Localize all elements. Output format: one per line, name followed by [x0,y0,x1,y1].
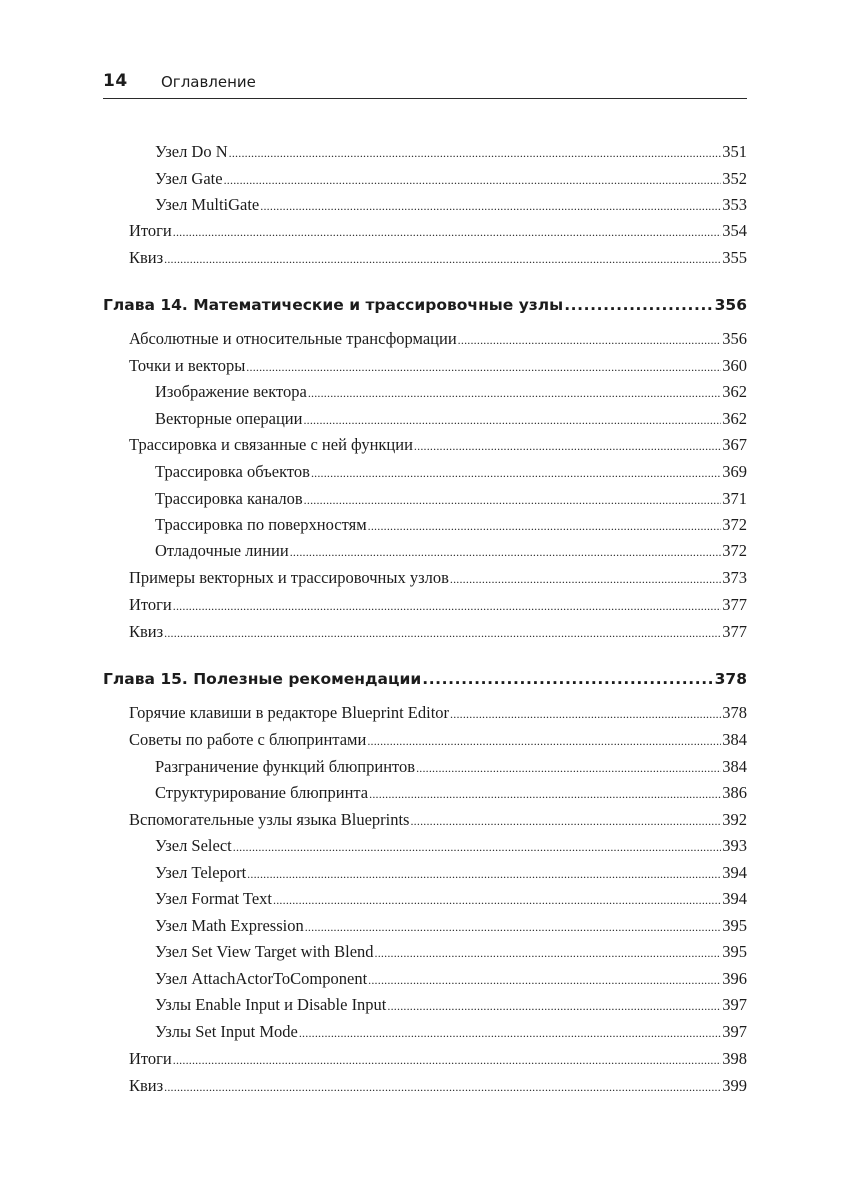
toc-entry [103,195,747,217]
toc-page-number: 398 [722,1049,747,1068]
dot-leader [273,893,721,908]
toc-title: Абсолютные и относительные трансформации [129,329,457,348]
dot-leader [304,493,722,508]
toc-entry [103,1022,747,1044]
toc-title: Точки и векторы [129,356,246,375]
toc-title: Узел Math Expression [155,916,304,935]
toc-page-number: 369 [722,462,747,481]
toc-title: Узел AttachActorToComponent [155,969,368,988]
dot-leader [299,1026,721,1041]
dot-leader [247,867,721,882]
toc-title: Итоги [129,595,172,614]
toc-page-number: 393 [722,836,747,855]
dot-leader [450,572,721,587]
toc-page-number: 362 [722,409,747,428]
toc-entry [103,995,747,1017]
dot-leader [260,199,721,214]
toc-chapter [103,296,747,320]
dot-leader [368,519,722,534]
toc-entry [103,889,747,911]
toc-title: Узел Format Text [155,889,273,908]
toc-entry [103,382,747,404]
toc-title: Квиз [129,1076,164,1095]
toc-entry [103,489,747,511]
dot-leader [414,439,721,454]
toc-title: Горячие клавиши в редакторе Blueprint Editor [129,703,450,722]
toc-page-number: 395 [722,916,747,935]
dot-leader [416,761,721,776]
dot-leader [246,360,721,375]
toc-page-number: 356 [722,329,747,348]
toc-page-number: 386 [722,783,747,802]
dot-leader [164,252,721,267]
toc-page-number: 394 [722,889,747,908]
toc-title: Советы по работе с блюпринтами [129,730,367,749]
dot-leader [564,296,713,314]
toc-title: Узел Gate [155,169,223,188]
toc-page-number: 356 [714,296,747,314]
toc-entry [103,1076,747,1098]
toc-title: Отладочные линии [155,541,289,560]
toc-title: Векторные операции [155,409,303,428]
toc-entry [103,810,747,832]
toc-page-number: 392 [722,810,747,829]
dot-leader [367,734,721,749]
toc-entry [103,568,747,590]
toc-entry [103,783,747,805]
toc-entry [103,541,747,563]
dot-leader [224,173,722,188]
toc-title: Трассировка по поверхностям [155,515,367,534]
toc-title: Глава 14. Математические и трассировочные узлы [103,296,564,314]
toc-entry [103,356,747,378]
toc-entry [103,863,747,885]
toc-entry [103,409,747,431]
toc-entry [103,595,747,617]
toc-page-number: 360 [722,356,747,375]
dot-leader [458,333,722,348]
toc-entry [103,142,747,164]
toc-entry [103,757,747,779]
toc-entry [103,942,747,964]
toc-page-number: 395 [722,942,747,961]
toc-entry [103,248,747,270]
page-number: 14 [103,71,128,91]
dot-leader [229,146,722,161]
toc-page-number: 352 [722,169,747,188]
toc-page-number: 397 [722,995,747,1014]
toc-page-number: 371 [722,489,747,508]
dot-leader [164,626,721,641]
dot-leader [308,386,721,401]
toc-page-number: 362 [722,382,747,401]
toc-page-number: 397 [722,1022,747,1041]
toc-title: Узел Select [155,836,232,855]
toc-title: Узлы Enable Input и Disable Input [155,995,387,1014]
dot-leader [387,999,721,1014]
dot-leader [369,787,721,802]
running-title: Оглавление [161,73,256,91]
dot-leader [311,466,721,481]
toc-entry [103,1049,747,1071]
toc-page-number: 351 [722,142,747,161]
toc-title: Квиз [129,622,164,641]
toc-title: Узел Set View Target with Blend [155,942,374,961]
dot-leader [422,670,713,688]
dot-leader [375,946,722,961]
dot-leader [164,1080,721,1095]
dot-leader [305,920,722,935]
toc-entry [103,916,747,938]
toc-title: Примеры векторных и трассировочных узлов [129,568,449,587]
dot-leader [450,707,721,722]
toc-title: Трассировка каналов [155,489,303,508]
toc-page-number: 355 [722,248,747,267]
running-header [103,68,747,99]
toc-entry [103,836,747,858]
toc-entry [103,435,747,457]
toc-title: Глава 15. Полезные рекомендации [103,670,422,688]
toc-chapter [103,670,747,694]
toc-entry [103,221,747,243]
toc-page-number: 378 [722,703,747,722]
toc-page-number: 372 [722,541,747,560]
dot-leader [173,599,721,614]
toc-title: Трассировка объектов [155,462,310,481]
toc-page-number: 367 [722,435,747,454]
toc-title: Узлы Set Input Mode [155,1022,298,1041]
toc-entry [103,622,747,644]
toc-title: Разграничение функций блюпринтов [155,757,416,776]
toc-title: Квиз [129,248,164,267]
toc-page-number: 378 [714,670,747,688]
dot-leader [233,840,722,855]
toc-entry [103,169,747,191]
toc-page-number: 377 [722,595,747,614]
toc-entry [103,730,747,752]
toc-title: Итоги [129,221,172,240]
toc-entry [103,329,747,351]
dot-leader [173,225,721,240]
dot-leader [173,1053,721,1068]
toc-entry [103,703,747,725]
toc-page-number: 372 [722,515,747,534]
dot-leader [368,973,721,988]
toc-page-number: 384 [722,757,747,776]
toc-title: Структурирование блюпринта [155,783,369,802]
toc-page-number: 396 [722,969,747,988]
toc-entry [103,462,747,484]
dot-leader [290,545,722,560]
toc-title: Изображение вектора [155,382,307,401]
dot-leader [410,814,721,829]
toc-title: Узел MultiGate [155,195,260,214]
toc-page-number: 373 [722,568,747,587]
toc-title: Узел Do N [155,142,228,161]
toc-page-number: 377 [722,622,747,641]
toc-page-number: 354 [722,221,747,240]
toc-entry [103,515,747,537]
toc-page-number: 394 [722,863,747,882]
toc-page-number: 353 [722,195,747,214]
toc-page-number: 384 [722,730,747,749]
toc-page-number: 399 [722,1076,747,1095]
toc-title: Итоги [129,1049,172,1068]
toc-entry [103,969,747,991]
dot-leader [303,413,721,428]
toc-title: Трассировка и связанные с ней функции [129,435,413,454]
toc-title: Вспомогательные узлы языка Blueprints [129,810,410,829]
toc-title: Узел Teleport [155,863,247,882]
